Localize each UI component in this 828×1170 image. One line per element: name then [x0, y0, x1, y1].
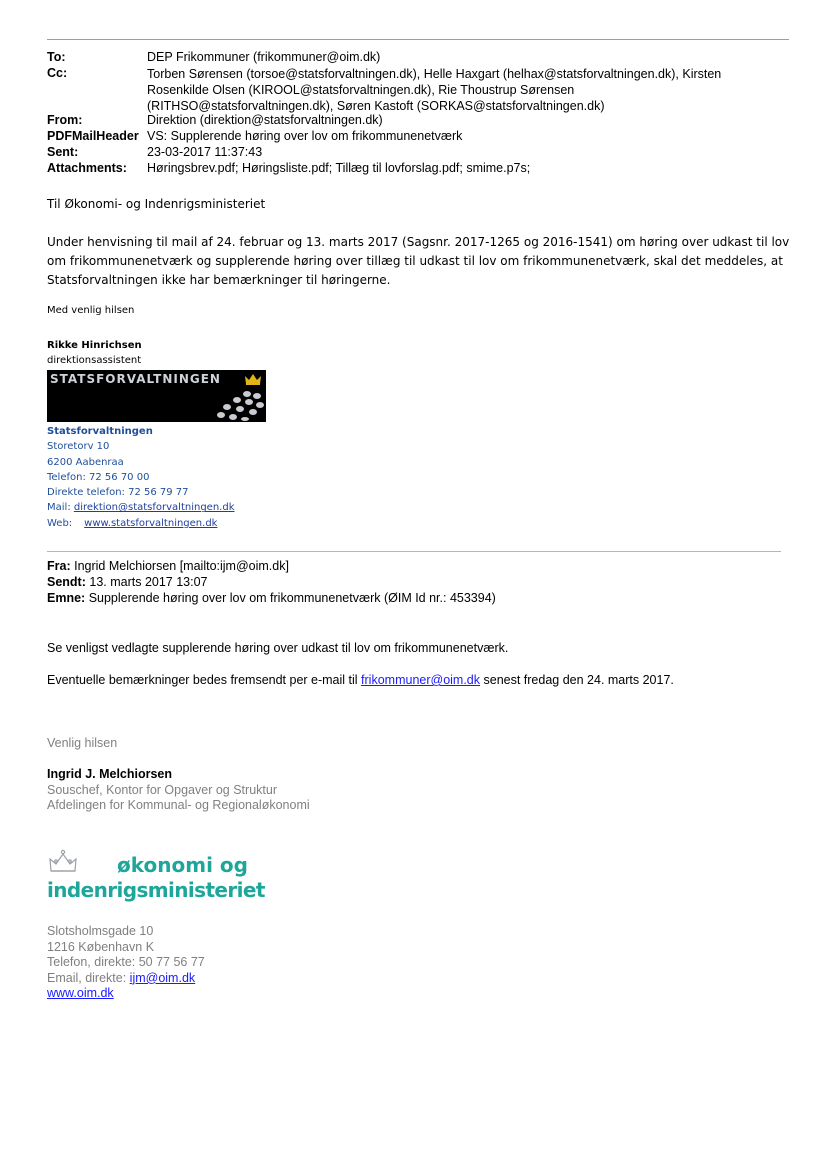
emne-value: Supplerende høring over lov om frikommunenetværk (ØIM Id nr.: 453394)	[88, 591, 496, 605]
ministry-logo-line1: økonomi og	[117, 853, 248, 877]
org-city: 6200 Aabenraa	[47, 456, 124, 468]
emne-row	[47, 590, 496, 606]
reply-salutation: Til Økonomi- og Indenrigsministeriet	[47, 197, 266, 211]
signer-title: direktionsassistent	[47, 355, 142, 366]
forwarded-line2	[47, 673, 674, 687]
attachments-value[interactable]: Høringsbrev.pdf; Høringsliste.pdf; Tillæg til lovforslag.pdf; smime.p7s;	[147, 161, 531, 175]
ministry-street: Slotsholmsgade 10	[47, 924, 154, 938]
sendt-value: 13. marts 2017 13:07	[89, 575, 208, 589]
subject-value: VS: Supplerende høring over lov om frikommunenetværk	[147, 129, 463, 143]
org-mail-link[interactable]: direktion@statsforvaltningen.dk	[73, 502, 235, 514]
sent-label: Sent:	[47, 145, 79, 159]
ministry-address	[47, 924, 205, 1002]
sent-value: 23-03-2017 11:37:43	[147, 145, 263, 159]
org-web-label: Web:	[47, 517, 73, 529]
sender-title2: Afdelingen for Kommunal- og Regionaløkonomi	[47, 798, 310, 812]
reply-body-line: Under henvisning til mail af 24. februar og 13. marts 2017 (Sagsnr. 2017-1265 og 2016-1541) om høring over udkast til lov	[47, 235, 790, 249]
to-value: DEP Frikommuner (frikommuner@oim.dk)	[147, 50, 381, 64]
ministry-city: 1216 København K	[47, 939, 155, 954]
cc-label: Cc:	[47, 66, 68, 80]
ministry-email-row	[47, 971, 205, 987]
from-value: Direktion (direktion@statsforvaltningen.dk)	[147, 113, 383, 127]
ministry-logo-line2: indenrigsministeriet	[47, 878, 265, 902]
cc-line: Rosenkilde Olsen (KIROOL@statsforvaltningen.dk), Rie Thoustrup Sørensen	[147, 83, 575, 97]
dots-pattern-icon	[215, 388, 265, 422]
forwarded-line2-pre: Eventuelle bemærkninger bedes fremsendt per e-mail til	[47, 673, 362, 687]
frikommuner-link[interactable]: frikommuner@oim.dk	[361, 673, 481, 687]
forwarded-rule	[47, 551, 781, 552]
org-street: Storetorv 10	[47, 441, 110, 453]
sendt-label: Sendt:	[47, 575, 86, 589]
ministry-web-row	[47, 986, 205, 1002]
org-web-row	[47, 516, 235, 531]
emne-label: Emne:	[47, 591, 86, 605]
forwarded-signature	[47, 767, 310, 814]
crown-icon	[244, 372, 262, 386]
subject-label: PDFMailHeader	[47, 129, 139, 143]
reply-body-line: om frikommunenetværk og supplerende høring over tillæg til udkast til lov om frikommunenetværk, skal det meddeles, at	[47, 254, 783, 268]
ministry-email-label: Email, direkte:	[47, 970, 130, 985]
org-mail-row	[47, 500, 235, 515]
cc-line: (RITHSO@statsforvaltningen.dk), Søren Kastoft (SORKAS@statsforvaltningen.dk)	[147, 99, 605, 113]
sender-title1: Souschef, Kontor for Opgaver og Struktur	[47, 782, 277, 797]
signer-name: Rikke Hinrichsen	[47, 340, 142, 351]
header-top-rule	[47, 39, 789, 40]
fra-value: Ingrid Melchiorsen [mailto:ijm@oim.dk]	[74, 559, 289, 573]
forwarded-line1: Se venligst vedlagte supplerende høring over udkast til lov om frikommunenetværk.	[47, 641, 509, 655]
fra-row	[47, 558, 496, 574]
forwarded-header	[47, 558, 496, 606]
org-direct-phone: Direkte telefon: 72 56 79 77	[47, 487, 189, 499]
statsforvaltningen-logo	[47, 370, 266, 422]
org-web-link[interactable]: www.statsforvaltningen.dk	[84, 517, 218, 529]
forwarded-line2-post: senest fredag den 24. marts 2017.	[480, 673, 674, 687]
statsforvaltningen-logo-text: STATSFORVALTNINGEN	[50, 372, 221, 386]
ministry-crown-icon	[48, 849, 78, 875]
cc-line: Torben Sørensen (torsoe@statsforvaltningen.dk), Helle Haxgart (helhax@statsforvaltningen.dk), Kirsten	[147, 67, 722, 81]
fra-label: Fra:	[47, 559, 71, 573]
attachments-label: Attachments:	[47, 161, 127, 175]
ministry-email-link[interactable]: ijm@oim.dk	[129, 970, 196, 985]
reply-closing: Med venlig hilsen	[47, 305, 135, 316]
sender-name: Ingrid J. Melchiorsen	[47, 767, 173, 781]
reply-body-line: Statsforvaltningen ikke har bemærkninger til høringerne.	[47, 273, 391, 287]
from-label: From:	[47, 113, 83, 127]
org-mail-label: Mail:	[47, 502, 74, 514]
sendt-row	[47, 574, 496, 590]
forwarded-greeting: Venlig hilsen	[47, 736, 118, 750]
to-label: To:	[47, 50, 66, 64]
ministry-web-link[interactable]: www.oim.dk	[47, 986, 114, 1001]
reply-body	[47, 233, 789, 290]
org-name: Statsforvaltningen	[47, 426, 153, 437]
ministry-phone: Telefon, direkte: 50 77 56 77	[47, 955, 205, 970]
org-phone: Telefon: 72 56 70 00	[47, 471, 150, 483]
cc-value	[147, 66, 807, 114]
reply-address	[47, 424, 235, 531]
